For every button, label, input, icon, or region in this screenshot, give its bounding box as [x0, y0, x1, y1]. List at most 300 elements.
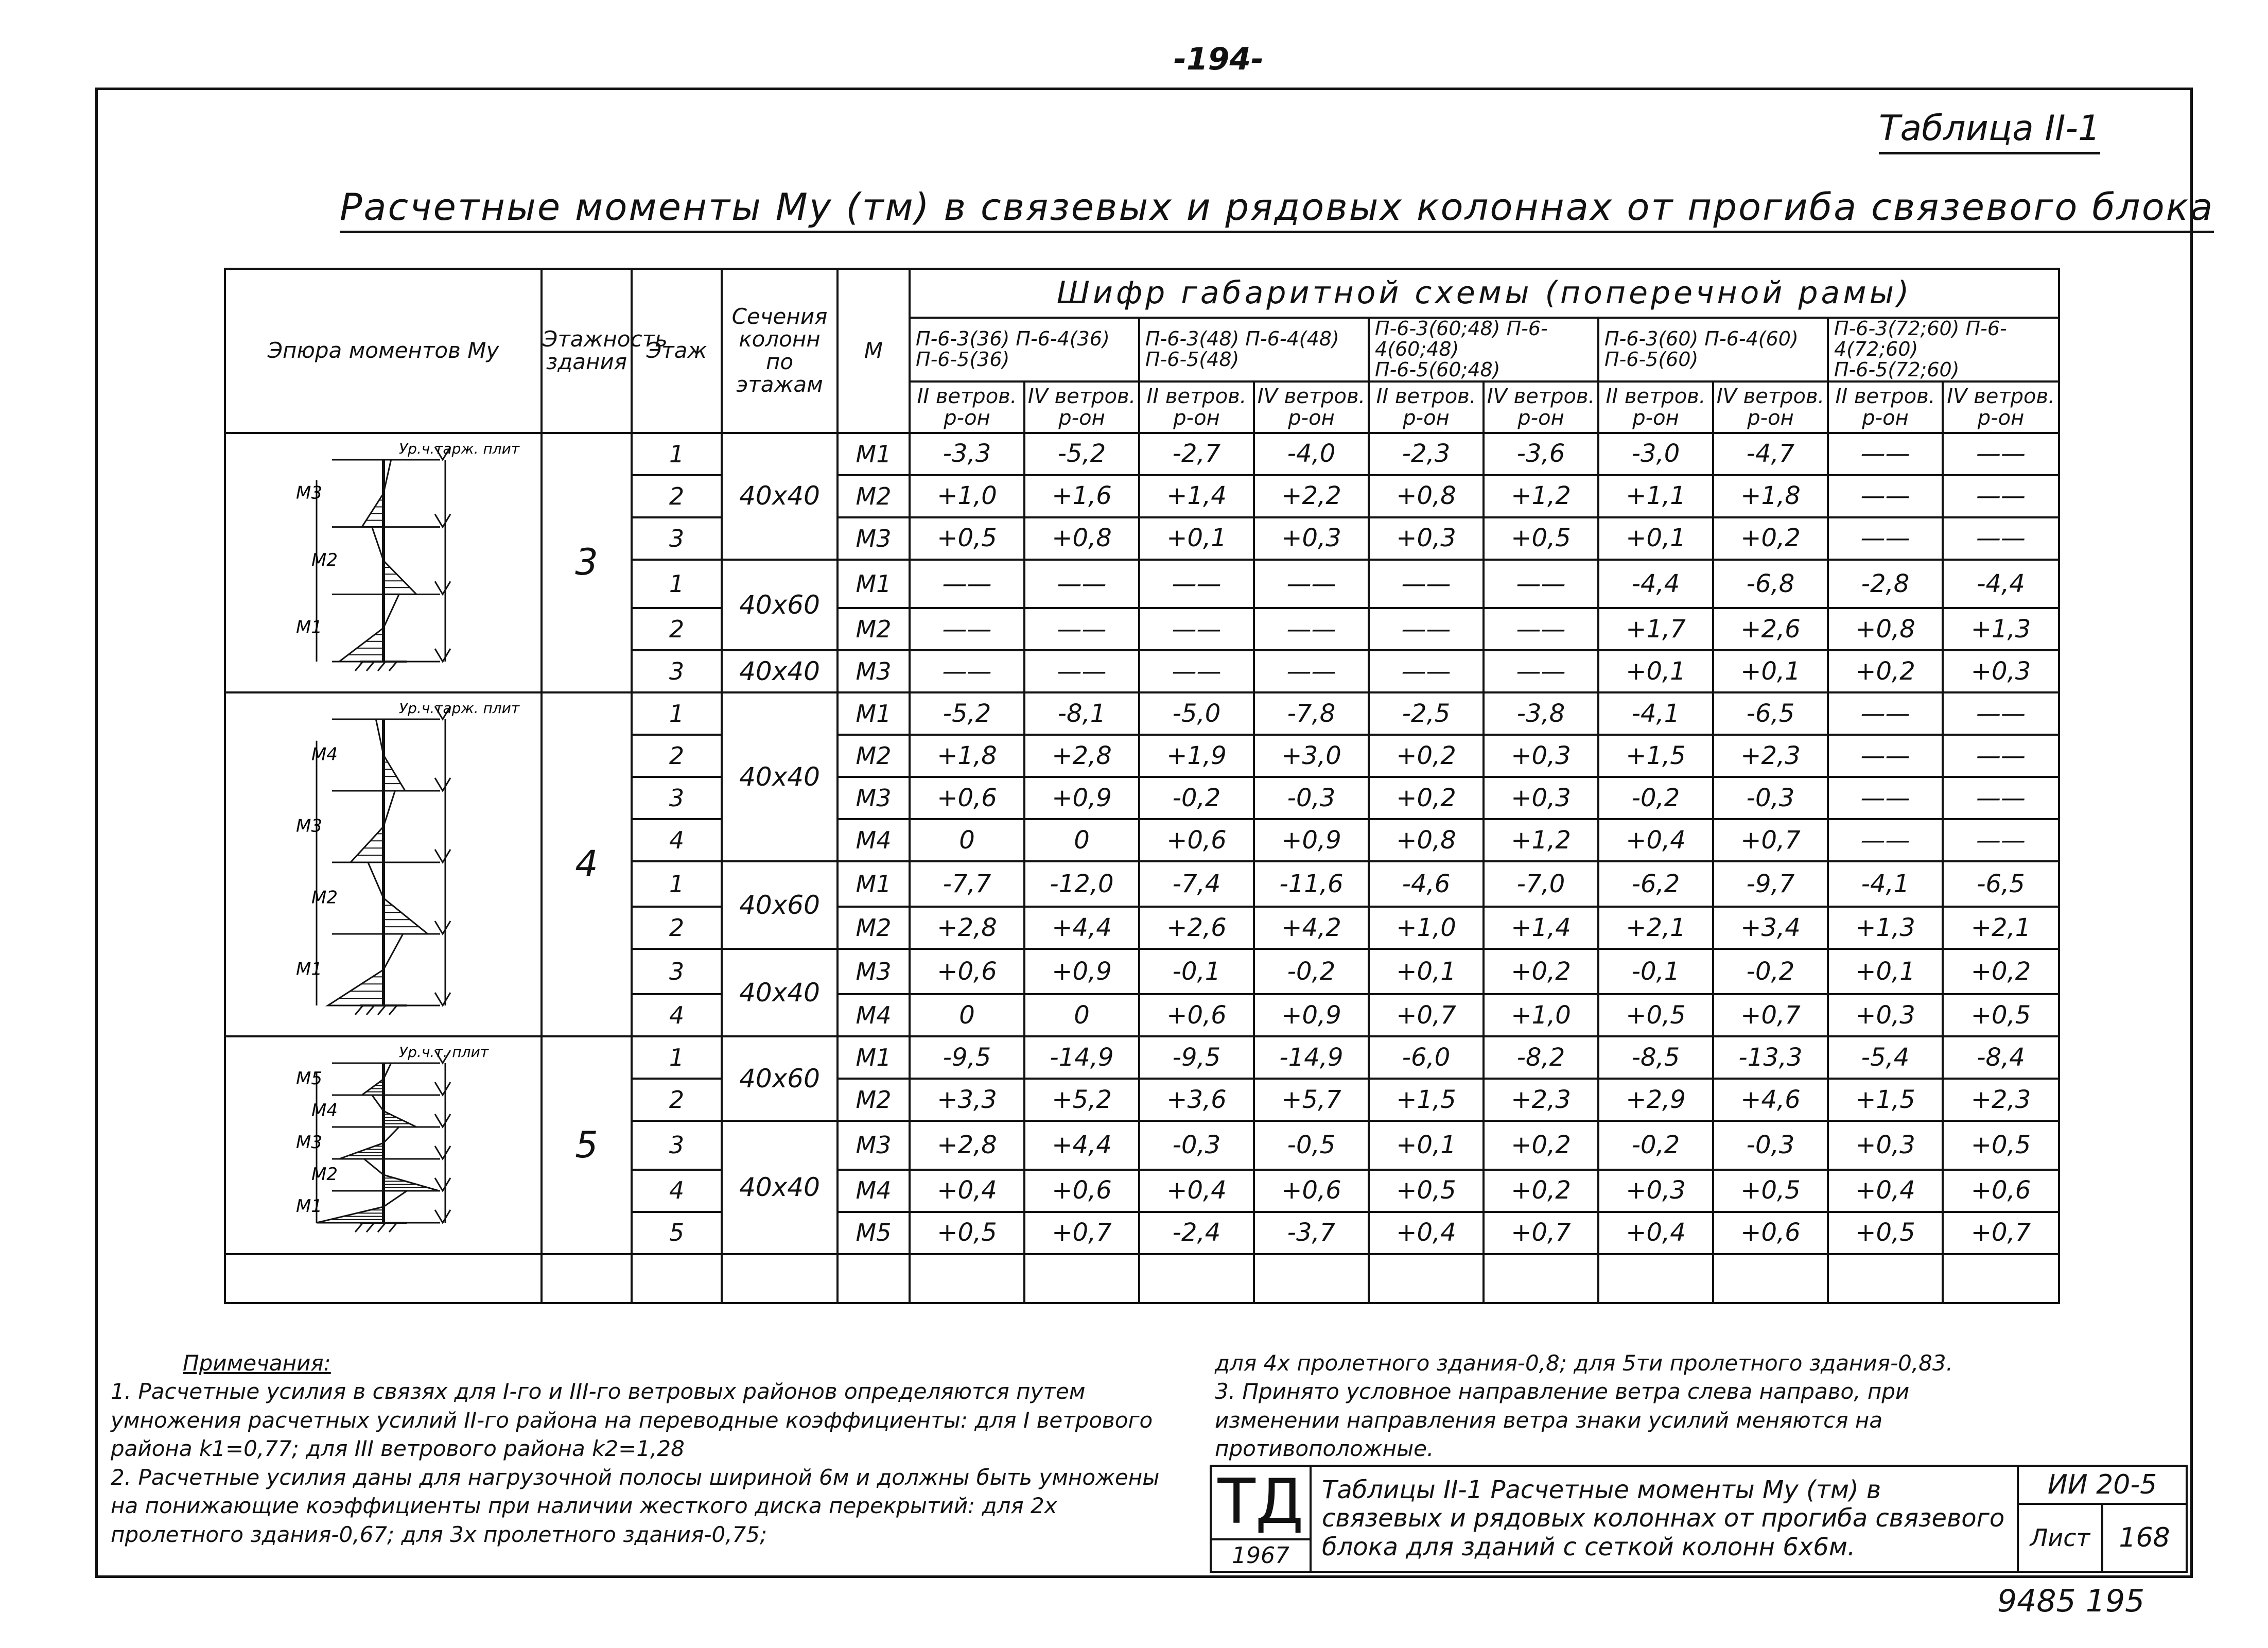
table-title: Расчетные моменты My (тм) в связевых и рядовых колоннах от прогиба связевого блока [340, 185, 2214, 233]
page-number: -194- [1174, 41, 1264, 77]
moment-epure [362, 1063, 391, 1095]
value-cell: +1,3 [1828, 907, 1943, 949]
wind-region-header: II ветров. р-он [1598, 381, 1713, 433]
value-cell: -4,4 [1943, 560, 2059, 608]
base-hatch [355, 1005, 363, 1015]
diagram-cell [225, 433, 542, 692]
value-cell: 0 [910, 994, 1024, 1036]
floor-cell: 5 [632, 1212, 722, 1254]
value-cell: +0,7 [1369, 994, 1484, 1036]
value-cell: +0,3 [1254, 517, 1369, 560]
moment-cell: M4 [838, 819, 910, 861]
section-cell: 40x40 [722, 692, 838, 861]
value-cell: +0,5 [910, 517, 1024, 560]
value-cell: —— [1943, 433, 2059, 475]
value-cell: +0,6 [1713, 1212, 1828, 1254]
value-cell: +1,5 [1828, 1079, 1943, 1121]
value-cell: -6,5 [1713, 692, 1828, 735]
empty-cell [1598, 1254, 1713, 1303]
value-cell: —— [1943, 735, 2059, 777]
value-cell: +0,5 [1598, 994, 1713, 1036]
empty-cell [1024, 1254, 1139, 1303]
moments-table [224, 268, 2060, 1304]
value-cell: +1,4 [1139, 475, 1254, 517]
value-cell: —— [1139, 560, 1254, 608]
value-cell: +0,8 [1369, 475, 1484, 517]
value-cell: +0,9 [1254, 994, 1369, 1036]
note-2: 2. Расчетные усилия даны для нагрузочной полосы шириной 6м и должны быть умножены на понижающие коэффициенты при наличии жесткого диска перекрытий: для 2х пролетного здания-0,67; для 3х пролетного здания-0,75; [111, 1464, 1160, 1547]
floor-cell: 2 [632, 1079, 722, 1121]
value-cell: —— [910, 650, 1024, 692]
empty-row [225, 1254, 2059, 1303]
moment-cell: M4 [838, 994, 910, 1036]
section-cell: 40x40 [722, 650, 838, 692]
value-cell: +0,6 [910, 777, 1024, 819]
value-cell: -7,0 [1484, 861, 1598, 907]
wind-region-header: II ветров. р-он [1139, 381, 1254, 433]
scheme-code-line: П-6-3(60;48) П-6-4(60;48) [1375, 317, 1548, 360]
moment-label: M5 [295, 1068, 322, 1089]
value-cell: -3,8 [1484, 692, 1598, 735]
floor-cell: 4 [632, 994, 722, 1036]
value-cell: +0,9 [1024, 949, 1139, 994]
title-block-title: Таблицы II-1 Расчетные моменты My (тм) в связевых и рядовых колоннах от прогиба связевого блока для зданий с сеткой колонн 6х6м. [1311, 1466, 2018, 1572]
value-cell: -0,1 [1598, 949, 1713, 994]
value-cell: -11,6 [1254, 861, 1369, 907]
moment-cell: M2 [838, 475, 910, 517]
floor-cell: 2 [632, 907, 722, 949]
moment-cell: M1 [838, 433, 910, 475]
title-block [1210, 1465, 2188, 1573]
wind-region-header: IV ветров. р-он [1943, 381, 2059, 433]
value-cell: +0,2 [1369, 777, 1484, 819]
value-cell: +1,9 [1139, 735, 1254, 777]
value-cell: -4,7 [1713, 433, 1828, 475]
moment-label: M2 [311, 887, 338, 908]
value-cell: +1,5 [1369, 1079, 1484, 1121]
value-cell: +4,4 [1024, 907, 1139, 949]
value-cell: —— [1828, 692, 1943, 735]
base-hatch [367, 1223, 374, 1232]
moment-cell: M1 [838, 1036, 910, 1079]
value-cell: +0,8 [1369, 819, 1484, 861]
title-block-year: 1967 [1211, 1539, 1311, 1572]
base-hatch [389, 1223, 397, 1232]
value-cell: +0,6 [1139, 819, 1254, 861]
scheme-code-line: П-6-5(36) [916, 348, 1010, 371]
scheme-code-3 [1369, 318, 1598, 381]
diagram-cell [225, 1036, 542, 1254]
moment-cell: M2 [838, 1079, 910, 1121]
moment-diagram [229, 693, 538, 1031]
wind-region-header: II ветров. р-он [1828, 381, 1943, 433]
value-cell: +1,1 [1598, 475, 1713, 517]
scheme-code-line: П-6-5(60;48) [1375, 358, 1501, 381]
value-cell: +0,3 [1828, 994, 1943, 1036]
value-cell: +0,3 [1484, 777, 1598, 819]
value-cell: +0,3 [1828, 1121, 1943, 1169]
header-diagram: Эпюра моментов My [225, 269, 542, 433]
value-cell: +4,2 [1254, 907, 1369, 949]
moment-diagram [229, 434, 538, 687]
scheme-code-line: П-6-5(60) [1604, 348, 1699, 371]
section-cell: 40x60 [722, 560, 838, 650]
value-cell: —— [1943, 819, 2059, 861]
moment-epure [339, 1127, 399, 1159]
value-cell: +2,6 [1713, 608, 1828, 650]
value-cell: -0,2 [1598, 777, 1713, 819]
value-cell: -2,8 [1828, 560, 1943, 608]
value-cell: +0,6 [1943, 1170, 2059, 1212]
empty-cell [1828, 1254, 1943, 1303]
floor-cell: 1 [632, 560, 722, 608]
value-cell: -7,8 [1254, 692, 1369, 735]
value-cell: +0,2 [1484, 1121, 1598, 1169]
moment-epure [351, 791, 395, 862]
moment-epure [364, 1159, 439, 1191]
level-marker [435, 849, 450, 862]
storeys-cell: 3 [542, 433, 632, 692]
value-cell: -3,0 [1598, 433, 1713, 475]
value-cell: -2,7 [1139, 433, 1254, 475]
storeys-cell: 5 [542, 1036, 632, 1254]
value-cell: -6,0 [1369, 1036, 1484, 1079]
value-cell: +0,5 [1369, 1170, 1484, 1212]
value-cell: +4,6 [1713, 1079, 1828, 1121]
value-cell: +0,4 [1369, 1212, 1484, 1254]
value-cell: -0,3 [1254, 777, 1369, 819]
level-marker [435, 921, 450, 934]
scheme-code-line: П-6-5(72;60) [1834, 358, 1960, 381]
value-cell: +0,6 [910, 949, 1024, 994]
value-cell: +0,6 [1254, 1170, 1369, 1212]
value-cell: +0,2 [1828, 650, 1943, 692]
value-cell: +0,9 [1254, 819, 1369, 861]
floor-cell: 3 [632, 517, 722, 560]
notes-right [1215, 1349, 2038, 1463]
empty-cell [838, 1254, 910, 1303]
value-cell: -9,5 [910, 1036, 1024, 1079]
scheme-code-line: П-6-3(36) П-6-4(36) [916, 327, 1110, 350]
value-cell: -4,0 [1254, 433, 1369, 475]
header-section: Сечения колонн по этажам [722, 269, 838, 433]
value-cell: —— [1254, 560, 1369, 608]
floor-cell: 3 [632, 777, 722, 819]
moment-epure [376, 719, 405, 791]
floor-cell: 2 [632, 475, 722, 517]
value-cell: +1,2 [1484, 819, 1598, 861]
level-marker [435, 1210, 450, 1223]
value-cell: +0,7 [1713, 994, 1828, 1036]
value-cell: +0,3 [1943, 650, 2059, 692]
level-marker [435, 778, 450, 791]
value-cell: +1,8 [1713, 475, 1828, 517]
value-cell: —— [1484, 650, 1598, 692]
floor-cell: 1 [632, 433, 722, 475]
value-cell: +0,3 [1369, 517, 1484, 560]
floor-cell: 4 [632, 1170, 722, 1212]
value-cell: +2,1 [1943, 907, 2059, 949]
value-cell: -14,9 [1024, 1036, 1139, 1079]
value-cell: +0,4 [1139, 1170, 1254, 1212]
value-cell: —— [1369, 650, 1484, 692]
floor-cell: 3 [632, 1121, 722, 1169]
level-marker [435, 514, 450, 527]
value-cell: +1,0 [910, 475, 1024, 517]
scheme-code-line: П-6-3(72;60) П-6-4(72;60) [1834, 317, 2007, 360]
section-cell: 40x40 [722, 1121, 838, 1254]
moment-label: M2 [311, 549, 338, 570]
value-cell: -7,4 [1139, 861, 1254, 907]
value-cell: -8,1 [1024, 692, 1139, 735]
value-cell: +0,1 [1713, 650, 1828, 692]
moment-label: M3 [295, 482, 322, 504]
moment-cell: M3 [838, 517, 910, 560]
moment-cell: M4 [838, 1170, 910, 1212]
value-cell: —— [1828, 475, 1943, 517]
moment-label: M1 [295, 617, 322, 638]
value-cell: +0,7 [1713, 819, 1828, 861]
scheme-code-2 [1139, 318, 1369, 381]
moment-epure [362, 460, 391, 527]
value-cell: +0,5 [1943, 994, 2059, 1036]
base-hatch [389, 1005, 397, 1015]
value-cell: —— [1254, 650, 1369, 692]
moment-cell: M3 [838, 1121, 910, 1169]
base-hatch [389, 662, 397, 671]
value-cell: +0,7 [1484, 1212, 1598, 1254]
wind-region-header: IV ветров. р-он [1024, 381, 1139, 433]
value-cell: -2,5 [1369, 692, 1484, 735]
wind-region-header: IV ветров. р-он [1484, 381, 1598, 433]
base-hatch [378, 1223, 386, 1232]
slab-level-label: Ур.ч.тарж. плит [398, 440, 519, 457]
base-hatch [378, 662, 386, 671]
table-row [225, 692, 2059, 735]
level-marker [435, 1178, 450, 1191]
value-cell: +0,4 [910, 1170, 1024, 1212]
note-1: 1. Расчетные усилия в связях для I-го и III-го ветровых районов определяются путем умножения расчетных усилий II-го района на переводные коэффициенты: для I ветрового района k1=0,77; для III ветрового района k2=1,28 [111, 1379, 1153, 1462]
value-cell: +0,5 [1943, 1121, 2059, 1169]
value-cell: -4,4 [1598, 560, 1713, 608]
value-cell: -7,7 [910, 861, 1024, 907]
value-cell: -4,1 [1828, 861, 1943, 907]
value-cell: +0,1 [1828, 949, 1943, 994]
moment-cell: M2 [838, 735, 910, 777]
value-cell: 0 [910, 819, 1024, 861]
value-cell: —— [1943, 692, 2059, 735]
value-cell: +0,2 [1943, 949, 2059, 994]
value-cell: +2,2 [1254, 475, 1369, 517]
value-cell: +2,3 [1943, 1079, 2059, 1121]
moment-epure [368, 862, 427, 934]
value-cell: -0,2 [1713, 949, 1828, 994]
value-cell: +2,1 [1598, 907, 1713, 949]
floor-cell: 3 [632, 650, 722, 692]
moment-cell: M1 [838, 861, 910, 907]
value-cell: +0,1 [1139, 517, 1254, 560]
value-cell: —— [1024, 650, 1139, 692]
value-cell: —— [1369, 560, 1484, 608]
moment-cell: M1 [838, 692, 910, 735]
value-cell: +1,0 [1369, 907, 1484, 949]
value-cell: +2,3 [1713, 735, 1828, 777]
value-cell: +0,5 [1828, 1212, 1943, 1254]
value-cell: +1,8 [910, 735, 1024, 777]
empty-cell [910, 1254, 1024, 1303]
floor-cell: 3 [632, 949, 722, 994]
title-block-code: ИИ 20-5 [2018, 1466, 2187, 1504]
value-cell: +2,8 [910, 907, 1024, 949]
scheme-code-1 [910, 318, 1139, 381]
moment-cell: M3 [838, 949, 910, 994]
moment-cell: M3 [838, 650, 910, 692]
header-storeys: Этажность здания [542, 269, 632, 433]
floor-cell: 2 [632, 735, 722, 777]
value-cell: -2,3 [1369, 433, 1484, 475]
value-cell: +0,5 [1713, 1170, 1828, 1212]
base-hatch [367, 1005, 374, 1015]
base-hatch [378, 1005, 386, 1015]
wind-region-header: IV ветров. р-он [1713, 381, 1828, 433]
level-marker [435, 993, 450, 1005]
value-cell: +0,3 [1598, 1170, 1713, 1212]
value-cell: -0,3 [1713, 777, 1828, 819]
value-cell: -3,6 [1484, 433, 1598, 475]
value-cell: +5,7 [1254, 1079, 1369, 1121]
value-cell: -8,4 [1943, 1036, 2059, 1079]
section-cell: 40x40 [722, 433, 838, 560]
wind-region-header: II ветров. р-он [1369, 381, 1484, 433]
value-cell: -0,2 [1139, 777, 1254, 819]
value-cell: —— [1139, 650, 1254, 692]
value-cell: +0,8 [1828, 608, 1943, 650]
value-cell: —— [1369, 608, 1484, 650]
header-floor: Этаж [632, 269, 722, 433]
notes-left [111, 1349, 1192, 1549]
value-cell: +1,0 [1484, 994, 1598, 1036]
value-cell: +0,1 [1369, 949, 1484, 994]
value-cell: +2,3 [1484, 1079, 1598, 1121]
moment-label: M1 [295, 959, 322, 980]
value-cell: -6,5 [1943, 861, 2059, 907]
value-cell: +0,1 [1598, 517, 1713, 560]
moment-cell: M1 [838, 560, 910, 608]
value-cell: —— [1828, 517, 1943, 560]
value-cell: -6,8 [1713, 560, 1828, 608]
level-marker [435, 1146, 450, 1159]
moment-label: M2 [311, 1164, 338, 1185]
section-cell: 40x40 [722, 949, 838, 1036]
value-cell: +3,6 [1139, 1079, 1254, 1121]
value-cell: -5,2 [910, 692, 1024, 735]
value-cell: +0,2 [1484, 949, 1598, 994]
footer-marks: 9485 195 [1997, 1583, 2145, 1619]
empty-cell [722, 1254, 838, 1303]
value-cell: +0,8 [1024, 517, 1139, 560]
value-cell: —— [1943, 475, 2059, 517]
diagram-cell [225, 692, 542, 1036]
value-cell: -0,2 [1254, 949, 1369, 994]
value-cell: +2,8 [910, 1121, 1024, 1169]
note-3: 3. Принято условное направление ветра слева направо, при изменении направления ветра знаки усилий меняются на противоположные. [1215, 1379, 1910, 1462]
value-cell: —— [1139, 608, 1254, 650]
table-row [225, 1036, 2059, 1079]
value-cell: -8,5 [1598, 1036, 1713, 1079]
value-cell: —— [910, 608, 1024, 650]
moment-cell: M2 [838, 608, 910, 650]
value-cell: +1,5 [1598, 735, 1713, 777]
storeys-cell: 4 [542, 692, 632, 1036]
value-cell: -3,7 [1254, 1212, 1369, 1254]
floor-cell: 1 [632, 1036, 722, 1079]
value-cell: +0,6 [1139, 994, 1254, 1036]
empty-cell [1943, 1254, 2059, 1303]
level-marker [435, 581, 450, 594]
value-cell: +0,1 [1369, 1121, 1484, 1169]
moment-label: M1 [295, 1196, 322, 1217]
value-cell: +2,6 [1139, 907, 1254, 949]
value-cell: +1,3 [1943, 608, 2059, 650]
value-cell: —— [1828, 777, 1943, 819]
value-cell: —— [1024, 560, 1139, 608]
moment-epure [328, 934, 403, 1005]
value-cell: -0,3 [1713, 1121, 1828, 1169]
value-cell: +1,2 [1484, 475, 1598, 517]
value-cell: —— [1254, 608, 1369, 650]
empty-cell [632, 1254, 722, 1303]
value-cell: +0,5 [1484, 517, 1598, 560]
value-cell: -13,3 [1713, 1036, 1828, 1079]
value-cell: -4,1 [1598, 692, 1713, 735]
moment-label: M4 [311, 1100, 338, 1121]
slab-level-label: Ур.ч.тарж. плит [398, 699, 519, 717]
empty-cell [1139, 1254, 1254, 1303]
value-cell: 0 [1024, 819, 1139, 861]
value-cell: —— [910, 560, 1024, 608]
value-cell: -9,7 [1713, 861, 1828, 907]
scheme-code-line: П-6-5(48) [1145, 348, 1240, 371]
title-block-sheet-label: Лист [2018, 1504, 2102, 1572]
moment-epure [339, 594, 399, 662]
moment-cell: M3 [838, 777, 910, 819]
title-block-sheet: 168 [2102, 1504, 2187, 1572]
value-cell: -0,5 [1254, 1121, 1369, 1169]
empty-cell [225, 1254, 542, 1303]
value-cell: +0,1 [1598, 650, 1713, 692]
value-cell: —— [1828, 433, 1943, 475]
bottom-rule [95, 1575, 2190, 1578]
note-2-cont: для 4х пролетного здания-0,8; для 5ти пролетного здания-0,83. [1215, 1350, 1953, 1376]
value-cell: +1,7 [1598, 608, 1713, 650]
value-cell: +4,4 [1024, 1121, 1139, 1169]
scheme-code-5 [1828, 318, 2059, 381]
value-cell: -0,2 [1598, 1121, 1713, 1169]
empty-cell [1254, 1254, 1369, 1303]
value-cell: +0,2 [1369, 735, 1484, 777]
value-cell: +3,4 [1713, 907, 1828, 949]
value-cell: +0,2 [1484, 1170, 1598, 1212]
moment-cell: M5 [838, 1212, 910, 1254]
section-cell: 40x60 [722, 1036, 838, 1121]
level-marker [435, 1114, 450, 1127]
value-cell: -5,4 [1828, 1036, 1943, 1079]
moment-diagram [229, 1037, 538, 1248]
value-cell: -0,3 [1139, 1121, 1254, 1169]
value-cell: +1,4 [1484, 907, 1598, 949]
value-cell: +0,4 [1598, 1212, 1713, 1254]
value-cell: -12,0 [1024, 861, 1139, 907]
